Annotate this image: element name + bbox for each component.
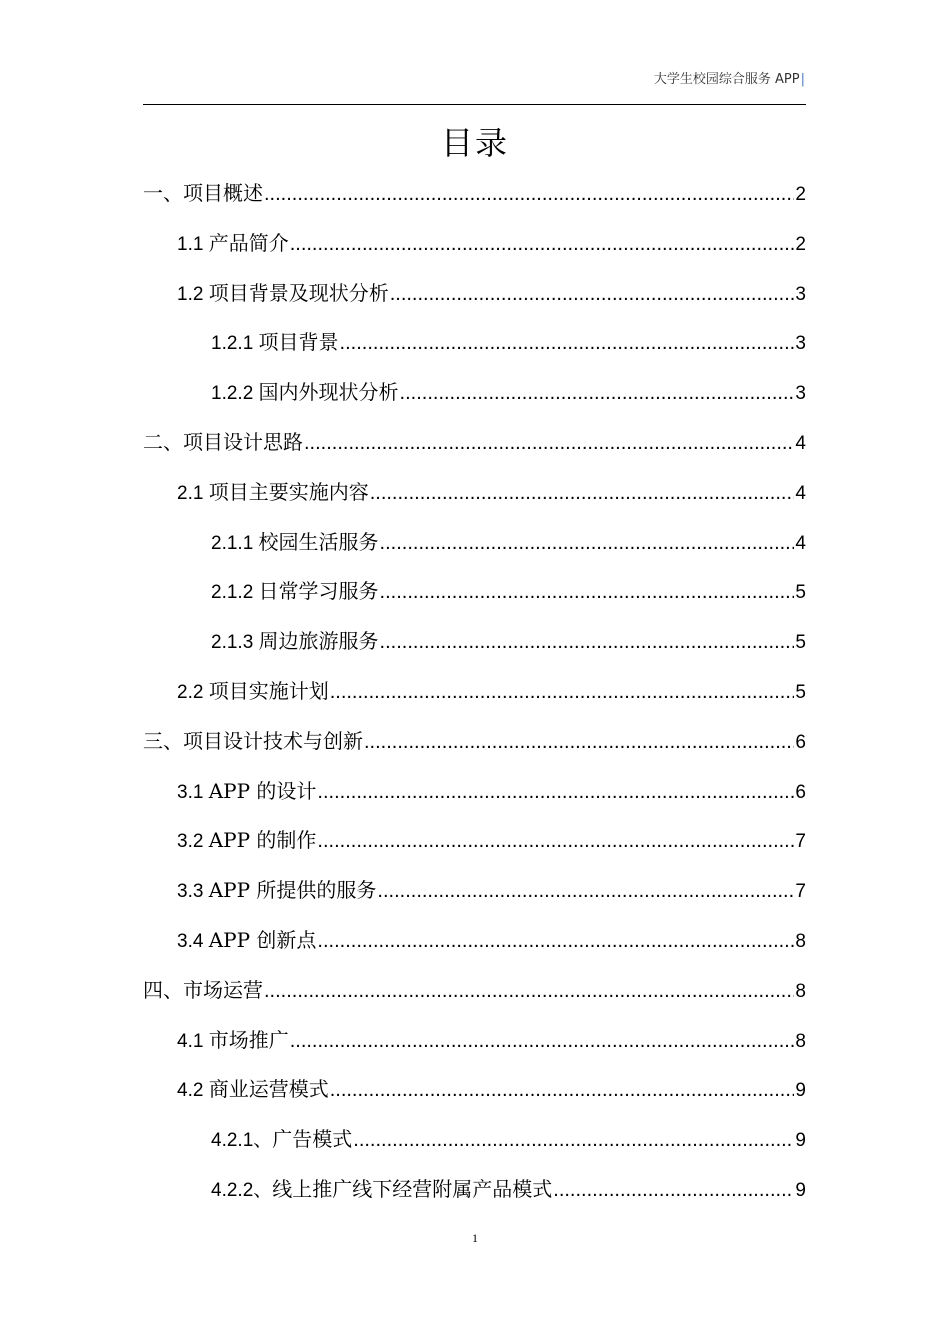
toc-entry-number: 1.2.1 [211,333,259,355]
toc-entry-label [143,724,363,758]
toc-entry-text: 项目设计技术与创新 [183,728,363,753]
toc-entry-page: 6 [795,781,806,803]
toc-leader-dots [264,177,794,211]
toc-entry-label [211,574,379,610]
toc-title: 目录 [440,124,509,162]
toc-leader-dots [330,675,795,709]
toc-entry[interactable] [143,973,806,1023]
toc-leader-dots [317,924,794,958]
toc-entry-number: 4.2.2、 [211,1179,273,1201]
toc-entry-page: 5 [795,582,806,604]
toc-entry-text: APP 的设计 [208,778,317,803]
toc-entry[interactable] [143,624,806,674]
table-of-contents [143,176,806,1222]
toc-leader-dots [340,326,795,360]
toc-entry[interactable] [143,923,806,973]
toc-entry-text: 项目实施计划 [208,678,329,703]
toc-entry-number: 一、 [143,181,183,205]
toc-entry-number: 4.2.1、 [211,1130,273,1152]
toc-entry-label [177,475,369,511]
toc-entry-number: 2.1.3 [211,632,259,654]
toc-entry-text: APP 所提供的服务 [208,878,377,903]
toc-entry[interactable] [143,1172,806,1222]
toc-entry-label [211,525,379,561]
toc-entry[interactable] [143,425,806,475]
toc-entry-label [177,1072,329,1108]
toc-entry-text: APP 的制作 [208,828,317,853]
toc-entry[interactable] [143,724,806,774]
toc-entry-number: 3.2 [177,831,209,853]
toc-leader-dots [390,277,795,311]
toc-leader-dots [290,1024,795,1058]
toc-entry-label [143,973,263,1007]
toc-entry-page: 3 [795,283,806,305]
toc-entry-number: 3.1 [177,781,209,803]
toc-entry-number: 1.2 [177,283,209,305]
toc-entry[interactable] [143,375,806,425]
toc-entry[interactable] [143,475,806,525]
toc-entry-page: 2 [795,184,806,205]
toc-entry-page: 9 [795,1179,806,1201]
toc-entry-page: 3 [795,383,806,405]
toc-entry[interactable] [143,1023,806,1073]
toc-entry-number: 三、 [143,728,183,753]
toc-entry[interactable] [143,1122,806,1172]
toc-entry-text: 校园生活服务 [258,529,379,554]
toc-entry-number: 2.1.1 [211,532,259,554]
toc-entry-text: 项目设计思路 [183,429,303,454]
toc-entry[interactable] [143,325,806,375]
toc-leader-dots [377,874,794,908]
toc-entry-text: 国内外现状分析 [258,380,399,405]
toc-entry-label [177,923,316,959]
toc-entry-number: 2.1.2 [211,582,259,604]
toc-entry[interactable] [143,525,806,575]
toc-entry-label [211,1122,352,1158]
toc-leader-dots [353,1123,794,1157]
toc-entry-text: 项目背景及现状分析 [208,280,389,305]
toc-entry[interactable] [143,674,806,724]
toc-leader-dots [317,824,794,858]
toc-leader-dots [317,775,794,809]
toc-entry-label [177,823,316,859]
toc-entry-text: 项目主要实施内容 [208,479,369,504]
toc-entry-text: 产品简介 [208,230,289,255]
toc-leader-dots [380,625,795,659]
toc-entry-number: 3.4 [177,930,209,952]
toc-entry-label [211,624,379,660]
page-number: 1 [472,1231,478,1245]
toc-entry[interactable] [143,873,806,923]
toc-entry-number: 四、 [143,977,183,1002]
toc-entry-page: 6 [795,731,806,753]
toc-entry-number: 2.1 [177,482,209,504]
toc-entry-number: 2.2 [177,681,209,703]
toc-entry-text: 广告模式 [272,1127,353,1152]
toc-entry-page: 8 [795,1030,806,1052]
header-title: 大学生校园综合服务 APP [653,72,800,87]
toc-leader-dots [304,426,794,460]
toc-entry-text: 周边旅游服务 [258,629,379,654]
toc-entry-label [211,375,399,411]
toc-entry-page: 3 [795,333,806,355]
toc-entry[interactable] [143,823,806,873]
toc-leader-dots [553,1173,794,1207]
running-header [654,68,805,87]
toc-entry-text: 市场运营 [183,977,263,1002]
toc-entry-page: 4 [795,482,806,504]
toc-leader-dots [330,1073,795,1107]
toc-entry-text: 项目背景 [258,330,339,355]
toc-entry[interactable] [143,276,806,326]
toc-entry-page: 9 [795,1130,806,1152]
toc-entry-page: 9 [795,1080,806,1102]
toc-leader-dots [290,227,795,261]
toc-entry-label [177,226,289,262]
toc-entry-label [143,176,263,210]
toc-entry[interactable] [143,574,806,624]
toc-entry-page: 8 [795,930,806,952]
toc-entry-label [211,1172,552,1208]
toc-entry-label [177,774,316,810]
toc-entry-text: 线上推广线下经营附属产品模式 [272,1176,553,1201]
toc-entry-text: 商业运营模式 [208,1077,329,1102]
toc-entry-page: 2 [795,233,806,255]
toc-entry-page: 4 [795,432,806,454]
text-cursor: | [800,72,805,87]
toc-leader-dots [370,476,795,510]
header-divider [143,104,806,105]
toc-entry[interactable] [143,1072,806,1122]
toc-entry-page: 5 [795,681,806,703]
toc-entry-text: 日常学习服务 [258,579,379,604]
toc-entry-number: 3.3 [177,881,209,903]
toc-entry-page: 7 [795,881,806,903]
toc-entry-label [143,425,303,459]
toc-entry-label [177,1023,289,1059]
toc-entry-page: 5 [795,632,806,654]
toc-entry-label [211,325,339,361]
toc-leader-dots [364,725,794,759]
toc-leader-dots [400,376,795,410]
toc-entry-text: APP 创新点 [208,927,317,952]
toc-entry-page: 4 [795,532,806,554]
toc-entry[interactable] [143,774,806,824]
toc-entry-label [177,873,376,909]
toc-entry-number: 1.1 [177,233,209,255]
toc-entry-page: 8 [795,980,806,1002]
toc-entry-text: 项目概述 [183,181,263,205]
toc-entry-page: 7 [795,831,806,853]
toc-leader-dots [380,526,795,560]
toc-entry-label [177,674,329,710]
toc-entry-number: 1.2.2 [211,383,259,405]
toc-leader-dots [264,974,794,1008]
toc-leader-dots [380,575,795,609]
toc-entry-label [177,276,389,312]
toc-entry-number: 4.1 [177,1030,209,1052]
toc-entry[interactable] [143,176,806,226]
toc-entry[interactable] [143,226,806,276]
toc-entry-number: 4.2 [177,1080,209,1102]
toc-entry-text: 市场推广 [208,1027,289,1052]
toc-entry-number: 二、 [143,429,183,454]
